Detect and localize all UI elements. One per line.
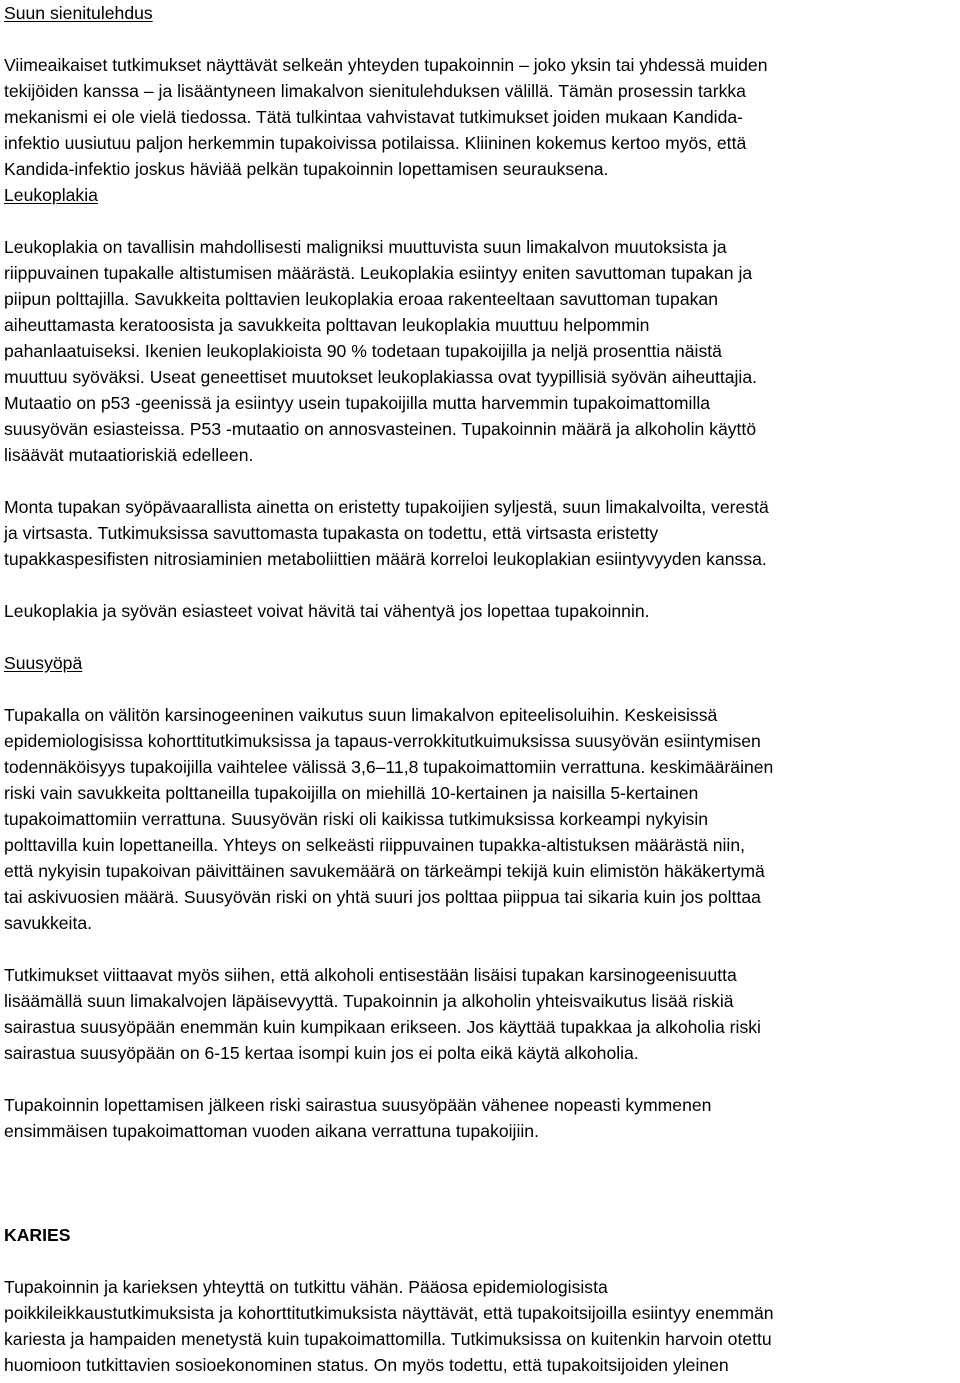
- text-line: Monta tupakan syöpävaarallista ainetta on eristetty tupakoijien syljestä, suun limakalvoilta, verestä: [4, 497, 769, 517]
- text-line: aiheuttamasta keratoosista ja savukkeita polttavan leukoplakia muuttuu helpommin: [4, 315, 650, 335]
- paragraph: [4, 962, 956, 1066]
- spacer: [4, 936, 956, 962]
- spacer: [4, 1144, 956, 1170]
- paragraph: [4, 1092, 956, 1144]
- text-line: infektio uusiutuu paljon herkemmin tupakoivissa potilaissa. Kliininen kokemus kertoo myös, että: [4, 133, 747, 153]
- text-line: Leukoplakia on tavallisin mahdollisesti maligniksi muuttuvista suun limakalvon muutoksista ja: [4, 237, 727, 257]
- text-line: piipun polttajilla. Savukkeita polttavien leukoplakia eroaa rakenteeltaan savuttoman tupakan: [4, 289, 718, 309]
- text-line: poikkileikkaustutkimuksista ja kohorttitutkimuksista näyttävät, että tupakoitsijoilla esiintyy enemmän: [4, 1303, 774, 1323]
- text-line: mekanismi ei ole vielä tiedossa. Tätä tulkintaa vahvistavat tutkimukset joiden mukaan Kandida-: [4, 107, 743, 127]
- text-line: tekijöiden kanssa – ja lisääntyneen limakalvon sienitulehduksen välillä. Tämän prosessin tarkka: [4, 81, 746, 101]
- paragraph: [4, 598, 956, 624]
- spacer: [4, 1248, 956, 1274]
- text-line: muuttuu syöväksi. Useat geneettiset muutokset leukoplakiassa ovat tyypillisiä syövän aiheuttajia.: [4, 367, 758, 387]
- text-line: kariesta ja hampaiden menetystä kuin tupakoimattomilla. Tutkimuksissa on kuitenkin harvoin otettu: [4, 1329, 772, 1349]
- section-heading-suusyopa[interactable]: Suusyöpä: [4, 653, 83, 673]
- section-heading-leukoplakia[interactable]: Leukoplakia: [4, 185, 98, 205]
- text-line: Tutkimukset viittaavat myös siihen, että alkoholi entisestään lisäisi tupakan karsinogeenisuutta: [4, 965, 737, 985]
- paragraph: [4, 494, 956, 572]
- section-heading-suun-sienitulehdus[interactable]: Suun sienitulehdus: [4, 3, 153, 23]
- text-line: huomioon tutkittavien sosioekonominen status. On myös todettu, että tupakoitsijoiden yleinen: [4, 1355, 729, 1375]
- spacer: [4, 1196, 956, 1222]
- text-line: tupakkaspesifisten nitrosiaminien metaboliittien määrä korreloi leukoplakian esiintyvyyden kanssa.: [4, 549, 767, 569]
- spacer: [4, 1066, 956, 1092]
- text-line: sairastua suusyöpään on 6-15 kertaa isompi kuin jos ei polta eikä käytä alkoholia.: [4, 1043, 639, 1063]
- text-line: Kandida-infektio joskus häviää pelkän tupakoinnin lopettamisen seurauksena.: [4, 159, 609, 179]
- paragraph: [4, 1274, 956, 1378]
- spacer: [4, 26, 956, 52]
- text-line: tupakoimattomiin verrattuna. Suusyövän riski oli kaikissa tutkimuksissa korkeampi nykyisin: [4, 809, 709, 829]
- text-line: Tupakoinnin ja karieksen yhteyttä on tutkittu vähän. Pääosa epidemiologisista: [4, 1277, 608, 1297]
- text-line: Tupakoinnin lopettamisen jälkeen riski sairastua suusyöpään vähenee nopeasti kymmenen: [4, 1095, 712, 1115]
- text-line: savukkeita.: [4, 913, 93, 933]
- text-line: Viimeaikaiset tutkimukset näyttävät selkeän yhteyden tupakoinnin – joko yksin tai yhdessä muiden: [4, 55, 768, 75]
- paragraph: [4, 702, 956, 936]
- text-line: riski vain savukkeita polttaneilla tupakoijilla on miehillä 10-kertainen ja naisilla 5-kertainen: [4, 783, 699, 803]
- text-line: lisäämällä suun limakalvojen läpäisevyyttä. Tupakoinnin ja alkoholin yhteisvaikutus lisää riskiä: [4, 991, 734, 1011]
- section-heading-karies: KARIES: [4, 1225, 71, 1245]
- spacer: [4, 1170, 956, 1196]
- text-line: Mutaatio on p53 -geenissä ja esiintyy usein tupakoijilla mutta harvemmin tupakoimattomilla: [4, 393, 711, 413]
- text-line: tai askivuosien määrä. Suusyövän riski on yhtä suuri jos polttaa piippua tai sikaria kuin jos polttaa: [4, 887, 761, 907]
- text-line: ensimmäisen tupakoimattoman vuoden aikana verrattuna tupakoijiin.: [4, 1121, 539, 1141]
- spacer: [4, 572, 956, 598]
- text-line: suusyövän esiasteissa. P53 -mutaatio on annosvasteinen. Tupakoinnin määrä ja alkoholin käyttö: [4, 419, 757, 439]
- spacer: [4, 208, 956, 234]
- text-line: pahanlaatuiseksi. Ikenien leukoplakioista 90 % todetaan tupakoijilla ja neljä prosenttia näistä: [4, 341, 722, 361]
- text-line: Leukoplakia ja syövän esiasteet voivat hävitä tai vähentyä jos lopettaa tupakoinnin.: [4, 601, 650, 621]
- text-line: lisäävät mutaatioriskiä edelleen.: [4, 445, 254, 465]
- paragraph: [4, 52, 956, 182]
- text-line: että nykyisin tupakoivan päivittäinen savukemäärä on tärkeämpi tekijä kuin elimistön häkäkertymä: [4, 861, 765, 881]
- text-line: epidemiologisissa kohorttitutkimuksissa ja tapaus-verrokkitutkuimuksissa suusyövän esiintymisen: [4, 731, 761, 751]
- text-line: sairastua suusyöpään enemmän kuin kumpikaan erikseen. Jos käyttää tupakkaa ja alkoholia riski: [4, 1017, 761, 1037]
- paragraph: [4, 234, 956, 468]
- text-line: Tupakalla on välitön karsinogeeninen vaikutus suun limakalvon epiteelisoluihin. Keskeisissä: [4, 705, 718, 725]
- text-line: riippuvainen tupakalle altistumisen määrästä. Leukoplakia esiintyy eniten savuttoman tupakan ja: [4, 263, 753, 283]
- text-line: todennäköisyys tupakoijilla vaihtelee välissä 3,6–11,8 tupakoimattomiin verrattuna. keskimääräinen: [4, 757, 774, 777]
- spacer: [4, 676, 956, 702]
- text-line: ja virtsasta. Tutkimuksissa savuttomasta tupakasta on todettu, että virtsasta eristetty: [4, 523, 659, 543]
- text-line: polttavilla kuin lopettaneilla. Yhteys on selkeästi riippuvainen tupakka-altistuksen määrästä niin,: [4, 835, 745, 855]
- spacer: [4, 468, 956, 494]
- spacer: [4, 624, 956, 650]
